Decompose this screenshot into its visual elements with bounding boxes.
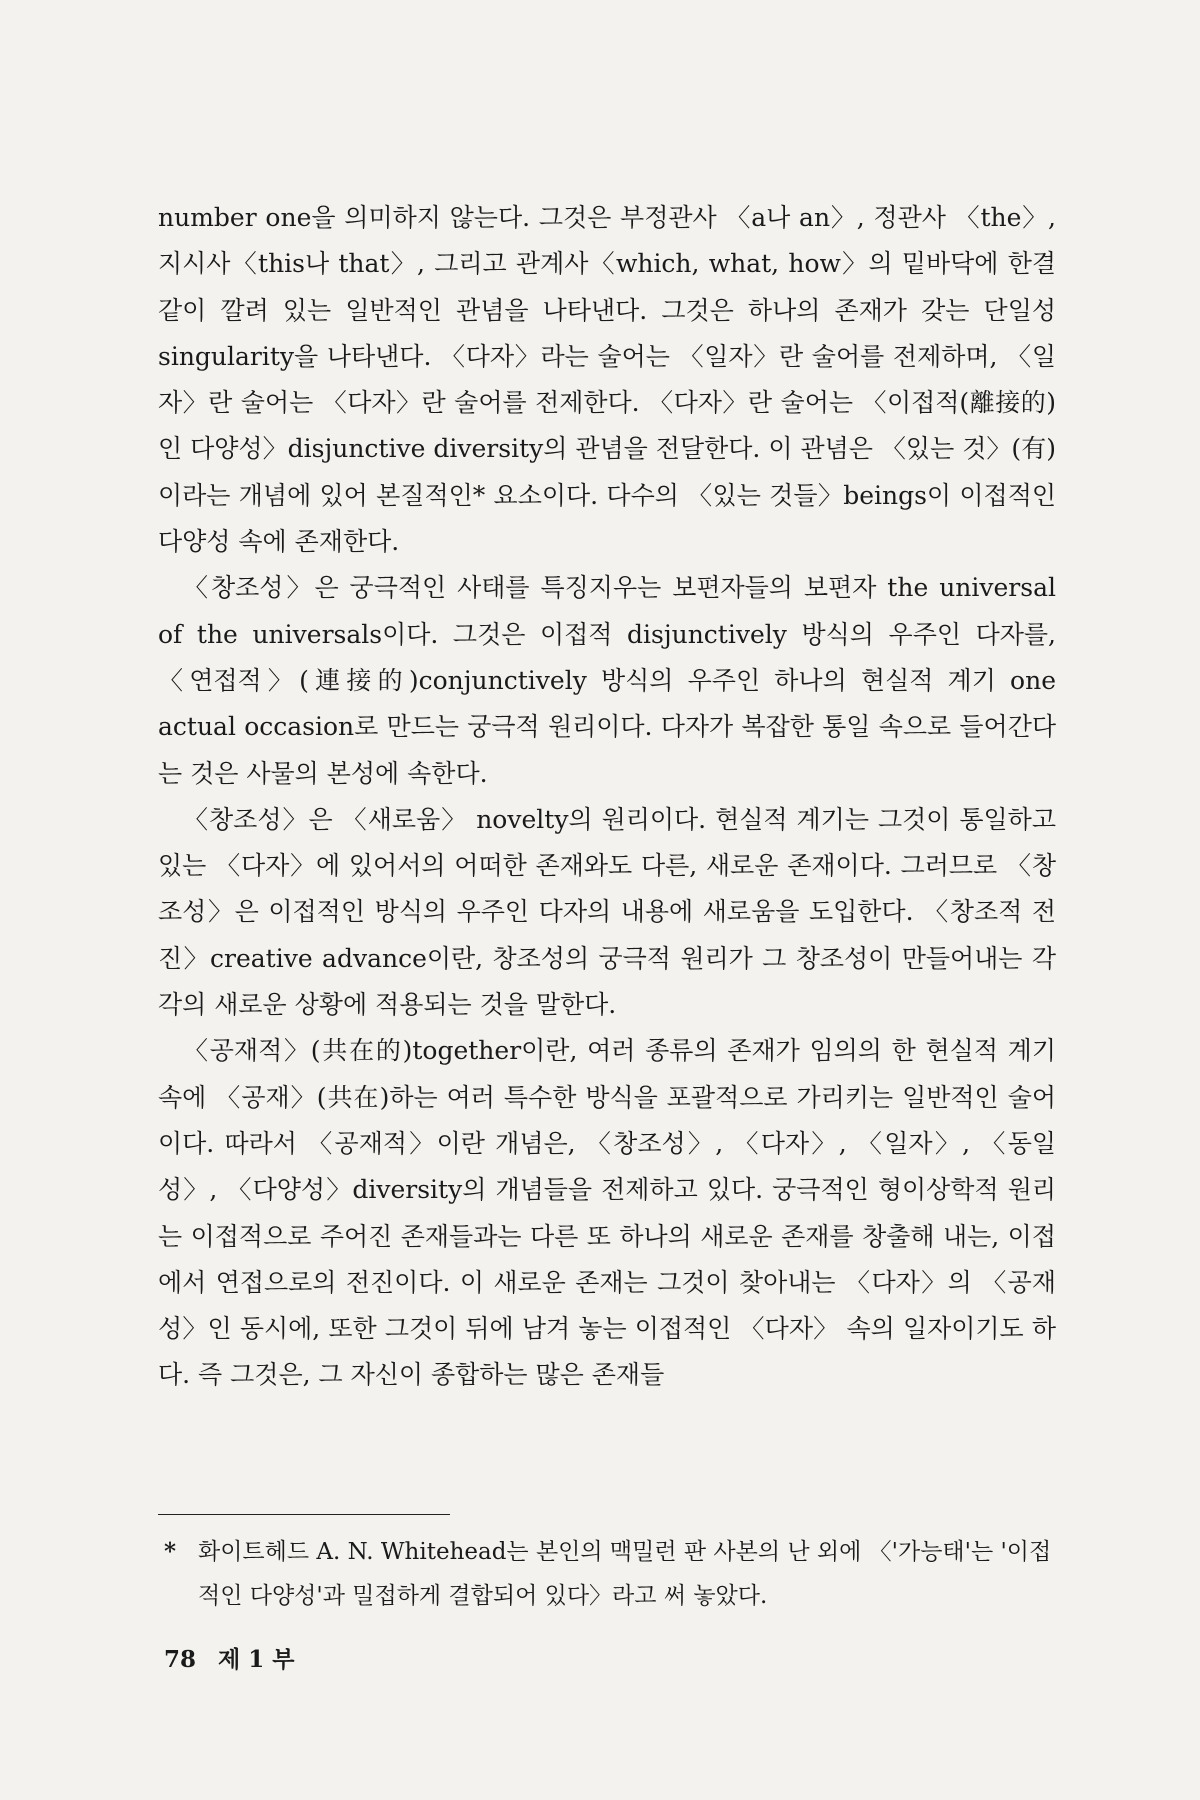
footnote	[164, 1530, 1054, 1618]
paragraph-2: 〈창조성〉은 궁극적인 사태를 특징지우는 보편자들의 보편자 the universal of the universals이다. 그것은 이접적 disjunctively 방식의 우주인 다자를, 〈연접적〉(連接的)conjunctively 방식의 우주인 하나의 현실적 계기 one actual occasion로 만드는 궁극적 원리이다. 다자가 복잡한 통일 속으로 들어간다는 것은 사물의 본성에 속한다.	[158, 573, 1056, 788]
footnote-mark: *	[164, 1538, 177, 1565]
body-text	[158, 195, 1056, 1399]
part-label: 제 1 부	[218, 1646, 295, 1673]
page-footer	[164, 1641, 295, 1674]
page-number: 78	[164, 1646, 197, 1673]
paragraph-3: 〈창조성〉은 〈새로움〉 novelty의 원리이다. 현실적 계기는 그것이 통일하고 있는 〈다자〉에 있어서의 어떠한 존재와도 다른, 새로운 존재이다. 그러므로 〈창조성〉은 이접적인 방식의 우주인 다자의 내용에 새로움을 도입한다. 〈창조적 전진〉creative advance이란, 창조성의 궁극적 원리가 그 창조성이 만들어내는 각각의 새로운 상황에 적용되는 것을 말한다.	[158, 804, 1056, 1020]
footnote-text: 화이트헤드 A. N. Whitehead는 본인의 맥밀런 판 사본의 난 외에 〈'가능태'는 '이접적인 다양성'과 밀접하게 결합되어 있다〉라고 써 놓았다.	[198, 1539, 1052, 1609]
footnote-separator	[158, 1514, 450, 1515]
paragraph-4: 〈공재적〉(共在的)together이란, 여러 종류의 존재가 임의의 한 현실적 계기 속에 〈공재〉(共在)하는 여러 특수한 방식을 포괄적으로 가리키는 일반적인 술어이다. 따라서 〈공재적〉이란 개념은, 〈창조성〉, 〈다자〉, 〈일자〉, 〈동일성〉, 〈다양성〉diversity의 개념들을 전제하고 있다. 궁극적인 형이상학적 원리는 이접적으로 주어진 존재들과는 다른 또 하나의 새로운 존재를 창출해 내는, 이접에서 연접으로의 전진이다. 이 새로운 존재는 그것이 찾아내는 〈다자〉의 〈공재성〉인 동시에, 또한 그것이 뒤에 남겨 놓는 이접적인 〈다자〉 속의 일자이기도 하다. 즉 그것은, 그 자신이 종합하는 많은 존재들	[158, 1036, 1056, 1390]
paragraph-1: number one을 의미하지 않는다. 그것은 부정관사 〈a나 an〉, 정관사 〈the〉, 지시사〈this나 that〉, 그리고 관계사〈which, what, how〉의 밑바닥에 한결같이 깔려 있는 일반적인 관념을 나타낸다. 그것은 하나의 존재가 갖는 단일성 singularity을 나타낸다. 〈다자〉라는 술어는 〈일자〉란 술어를 전제하며, 〈일자〉란 술어는 〈다자〉란 술어를 전제한다. 〈다자〉란 술어는 〈이접적(離接的)인 다양성〉disjunctive diversity의 관념을 전달한다. 이 관념은 〈있는 것〉(有)이라는 개념에 있어 본질적인* 요소이다. 다수의 〈있는 것들〉beings이 이접적인 다양성 속에 존재한다.	[158, 203, 1056, 557]
